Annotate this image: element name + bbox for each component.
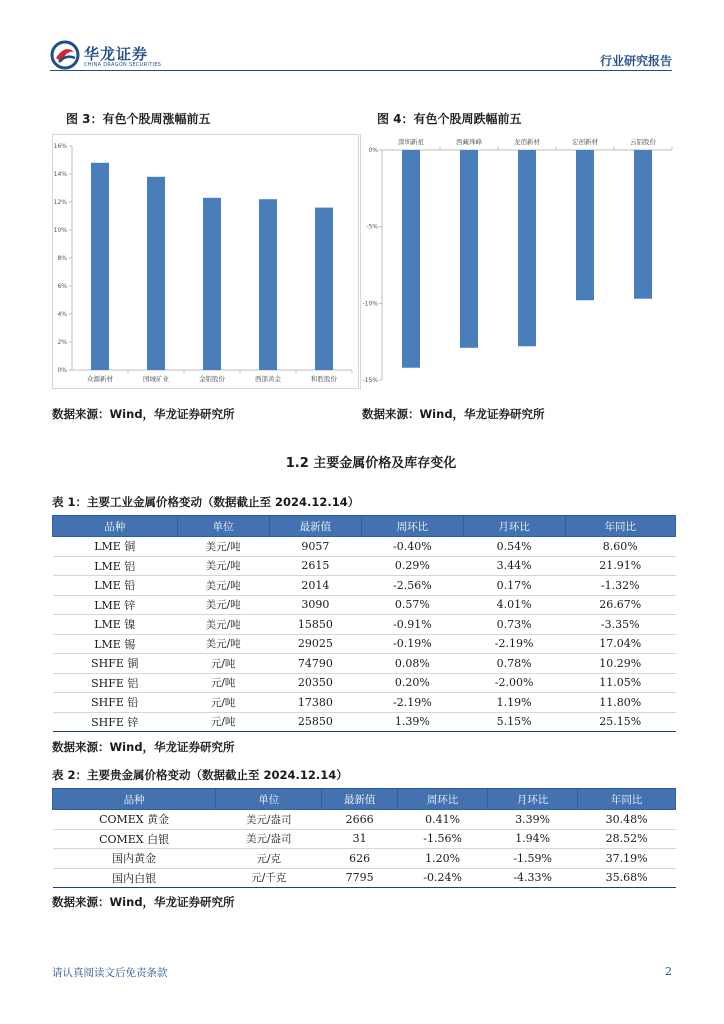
bar — [147, 177, 165, 370]
table1-header-3: 周环比 — [361, 516, 463, 537]
table-cell: LME 镍 — [53, 615, 178, 635]
table-cell: 美元/吨 — [177, 634, 269, 654]
dragon-logo-icon — [50, 40, 80, 70]
brand-subtitle: CHINA DRAGON SECURITIES — [84, 62, 162, 68]
table-cell: LME 锌 — [53, 595, 178, 615]
table-cell: 25850 — [269, 712, 361, 732]
table-cell: -1.56% — [398, 829, 488, 849]
table2-header-5: 年同比 — [578, 789, 676, 810]
table-cell: 元/吨 — [177, 673, 269, 693]
x-tick-label: 国城矿业 — [143, 375, 169, 383]
table-cell: 元/克 — [216, 849, 322, 869]
y-tick-label: 0% — [368, 147, 378, 154]
table1-header-5: 年同比 — [565, 516, 675, 537]
table1-caption: 表 1：主要工业金属价格变动（数据截止至 2024.12.14） — [52, 495, 360, 509]
x-tick-label: 龙佰新材 — [514, 138, 540, 146]
table2-header-4: 月环比 — [488, 789, 578, 810]
table-cell: 11.80% — [565, 693, 675, 713]
table-cell: -1.59% — [488, 849, 578, 869]
table-cell: COMEX 白银 — [53, 829, 216, 849]
section-title: 1.2 主要金属价格及库存变化 — [285, 456, 457, 471]
table-cell: 9057 — [269, 537, 361, 557]
industrial-metals-table — [52, 515, 676, 732]
table2-header-3: 周环比 — [398, 789, 488, 810]
report-type: 行业研究报告 — [599, 54, 672, 68]
bar — [460, 150, 478, 348]
table-row — [53, 595, 676, 615]
table-cell: 21.91% — [565, 556, 675, 576]
x-tick-label: 深圳新星 — [398, 138, 424, 146]
table-cell: 26.67% — [565, 595, 675, 615]
table-row — [53, 556, 676, 576]
table-cell: 美元/吨 — [177, 576, 269, 596]
table-row — [53, 576, 676, 596]
table1-header-0: 品种 — [53, 516, 178, 537]
table-row — [53, 693, 676, 713]
footer-disclaimer: 请认真阅读文后免责条款 — [52, 967, 168, 979]
table-cell: 5.15% — [463, 712, 565, 732]
table2-header-0: 品种 — [53, 789, 216, 810]
table-cell: 0.73% — [463, 615, 565, 635]
x-tick-label: 宏创新材 — [572, 138, 598, 146]
table2-caption: 表 2：主要贵金属价格变动（数据截止至 2024.12.14） — [52, 768, 348, 782]
figure4-source: 数据来源：Wind，华龙证券研究所 — [362, 407, 545, 421]
table-row — [53, 829, 676, 849]
table-cell: 美元/盎司 — [216, 829, 322, 849]
table-cell: -0.40% — [361, 537, 463, 557]
table-cell: 0.20% — [361, 673, 463, 693]
y-tick-label: -15% — [362, 377, 378, 384]
x-tick-label: 西藏珠峰 — [456, 138, 482, 146]
table-cell: 17.04% — [565, 634, 675, 654]
table1-source: 数据来源：Wind，华龙证券研究所 — [52, 740, 235, 754]
bar — [259, 199, 277, 370]
table-cell: 74790 — [269, 654, 361, 674]
table-cell: -2.00% — [463, 673, 565, 693]
table-cell: 2666 — [322, 810, 398, 830]
table-cell: 0.41% — [398, 810, 488, 830]
table-cell: -2.19% — [463, 634, 565, 654]
x-tick-label: 云铝股份 — [630, 138, 656, 146]
table-row — [53, 654, 676, 674]
table1-header-4: 月环比 — [463, 516, 565, 537]
table-cell: 3.39% — [488, 810, 578, 830]
table-cell: 15850 — [269, 615, 361, 635]
brand-name: 华龙证券 — [84, 45, 149, 63]
table-row — [53, 634, 676, 654]
figure4-title: 图 4：有色个股周跌幅前五 — [377, 112, 522, 126]
table-row — [53, 615, 676, 635]
figure4-svg — [360, 134, 676, 390]
table-cell: 37.19% — [578, 849, 676, 869]
table-cell: 美元/吨 — [177, 556, 269, 576]
table-cell: 0.54% — [463, 537, 565, 557]
table-cell: 1.39% — [361, 712, 463, 732]
table-row — [53, 673, 676, 693]
table-cell: 2615 — [269, 556, 361, 576]
bar — [634, 150, 652, 299]
bar — [518, 150, 536, 346]
table-cell: 元/吨 — [177, 712, 269, 732]
figure3-source: 数据来源：Wind，华龙证券研究所 — [52, 407, 235, 421]
bar — [402, 150, 420, 368]
table2-source: 数据来源：Wind，华龙证券研究所 — [52, 895, 235, 909]
y-tick-label: 14% — [53, 171, 67, 178]
table-row — [53, 712, 676, 732]
table-cell: 0.08% — [361, 654, 463, 674]
page-number: 2 — [665, 965, 672, 978]
y-tick-label: 8% — [57, 255, 67, 262]
table-cell: -1.32% — [565, 576, 675, 596]
table-cell: LME 铜 — [53, 537, 178, 557]
table-cell: 3090 — [269, 595, 361, 615]
table-cell: 元/吨 — [177, 693, 269, 713]
x-tick-label: 和胜股份 — [311, 375, 337, 383]
table-cell: 7795 — [322, 868, 398, 888]
table-cell: 0.17% — [463, 576, 565, 596]
table-cell: 8.60% — [565, 537, 675, 557]
y-tick-label: -5% — [366, 223, 378, 231]
table-cell: 1.20% — [398, 849, 488, 869]
table-cell: 28.52% — [578, 829, 676, 849]
table-cell: 3.44% — [463, 556, 565, 576]
table-cell: 17380 — [269, 693, 361, 713]
table-cell: -0.24% — [398, 868, 488, 888]
y-tick-label: 16% — [53, 143, 67, 150]
x-tick-label: 金钼股份 — [199, 375, 225, 383]
table-cell: LME 铝 — [53, 556, 178, 576]
table-cell: 元/吨 — [177, 654, 269, 674]
y-tick-label: 6% — [57, 283, 67, 290]
table-row — [53, 810, 676, 830]
table-cell: 20350 — [269, 673, 361, 693]
table-cell: 美元/盎司 — [216, 810, 322, 830]
table-cell: 35.68% — [578, 868, 676, 888]
table-cell: SHFE 锌 — [53, 712, 178, 732]
y-tick-label: 2% — [57, 339, 67, 346]
y-tick-label: 10% — [53, 227, 67, 234]
bar — [203, 198, 221, 370]
company-logo — [50, 40, 170, 74]
table-cell: 美元/吨 — [177, 537, 269, 557]
figure3-chart — [52, 134, 360, 394]
table-cell: -4.33% — [488, 868, 578, 888]
bar — [91, 163, 109, 370]
y-tick-label: 4% — [57, 311, 67, 318]
table-cell: 10.29% — [565, 654, 675, 674]
figure3-svg — [52, 134, 360, 390]
table-cell: 0.78% — [463, 654, 565, 674]
table-cell: SHFE 铅 — [53, 693, 178, 713]
table-cell: -2.56% — [361, 576, 463, 596]
table-row — [53, 537, 676, 557]
table-cell: 1.94% — [488, 829, 578, 849]
y-tick-label: 0% — [57, 367, 67, 374]
table-cell: LME 锡 — [53, 634, 178, 654]
figure3-title: 图 3：有色个股周涨幅前五 — [66, 112, 211, 126]
x-tick-label: 西部黄金 — [255, 375, 281, 383]
table-cell: 626 — [322, 849, 398, 869]
table2-header-2: 最新值 — [322, 789, 398, 810]
table-cell: 美元/吨 — [177, 615, 269, 635]
table-cell: 1.19% — [463, 693, 565, 713]
table-cell: -0.19% — [361, 634, 463, 654]
table-cell: -3.35% — [565, 615, 675, 635]
table-row — [53, 849, 676, 869]
table-row — [53, 868, 676, 888]
y-tick-label: -10% — [362, 300, 378, 308]
table-cell: 2014 — [269, 576, 361, 596]
table-cell: 31 — [322, 829, 398, 849]
x-tick-label: 众源新材 — [87, 375, 113, 383]
precious-metals-table — [52, 788, 676, 888]
header-divider — [50, 70, 672, 71]
table-cell: 0.29% — [361, 556, 463, 576]
table-cell: 25.15% — [565, 712, 675, 732]
bar — [576, 150, 594, 300]
table-cell: 11.05% — [565, 673, 675, 693]
table1-header-1: 单位 — [177, 516, 269, 537]
table-cell: -2.19% — [361, 693, 463, 713]
bar — [315, 208, 333, 370]
table-cell: 0.57% — [361, 595, 463, 615]
figure4-chart — [360, 134, 676, 394]
table-cell: SHFE 铝 — [53, 673, 178, 693]
table-cell: 4.01% — [463, 595, 565, 615]
table-cell: LME 铅 — [53, 576, 178, 596]
table-cell: 30.48% — [578, 810, 676, 830]
table-cell: 国内黄金 — [53, 849, 216, 869]
table-cell: 国内白银 — [53, 868, 216, 888]
table-cell: 美元/吨 — [177, 595, 269, 615]
table-cell: COMEX 黄金 — [53, 810, 216, 830]
table1-header-2: 最新值 — [269, 516, 361, 537]
table-cell: 29025 — [269, 634, 361, 654]
table2-header-1: 单位 — [216, 789, 322, 810]
y-tick-label: 12% — [53, 199, 67, 206]
table-cell: -0.91% — [361, 615, 463, 635]
table-cell: 元/千克 — [216, 868, 322, 888]
table-cell: SHFE 铜 — [53, 654, 178, 674]
